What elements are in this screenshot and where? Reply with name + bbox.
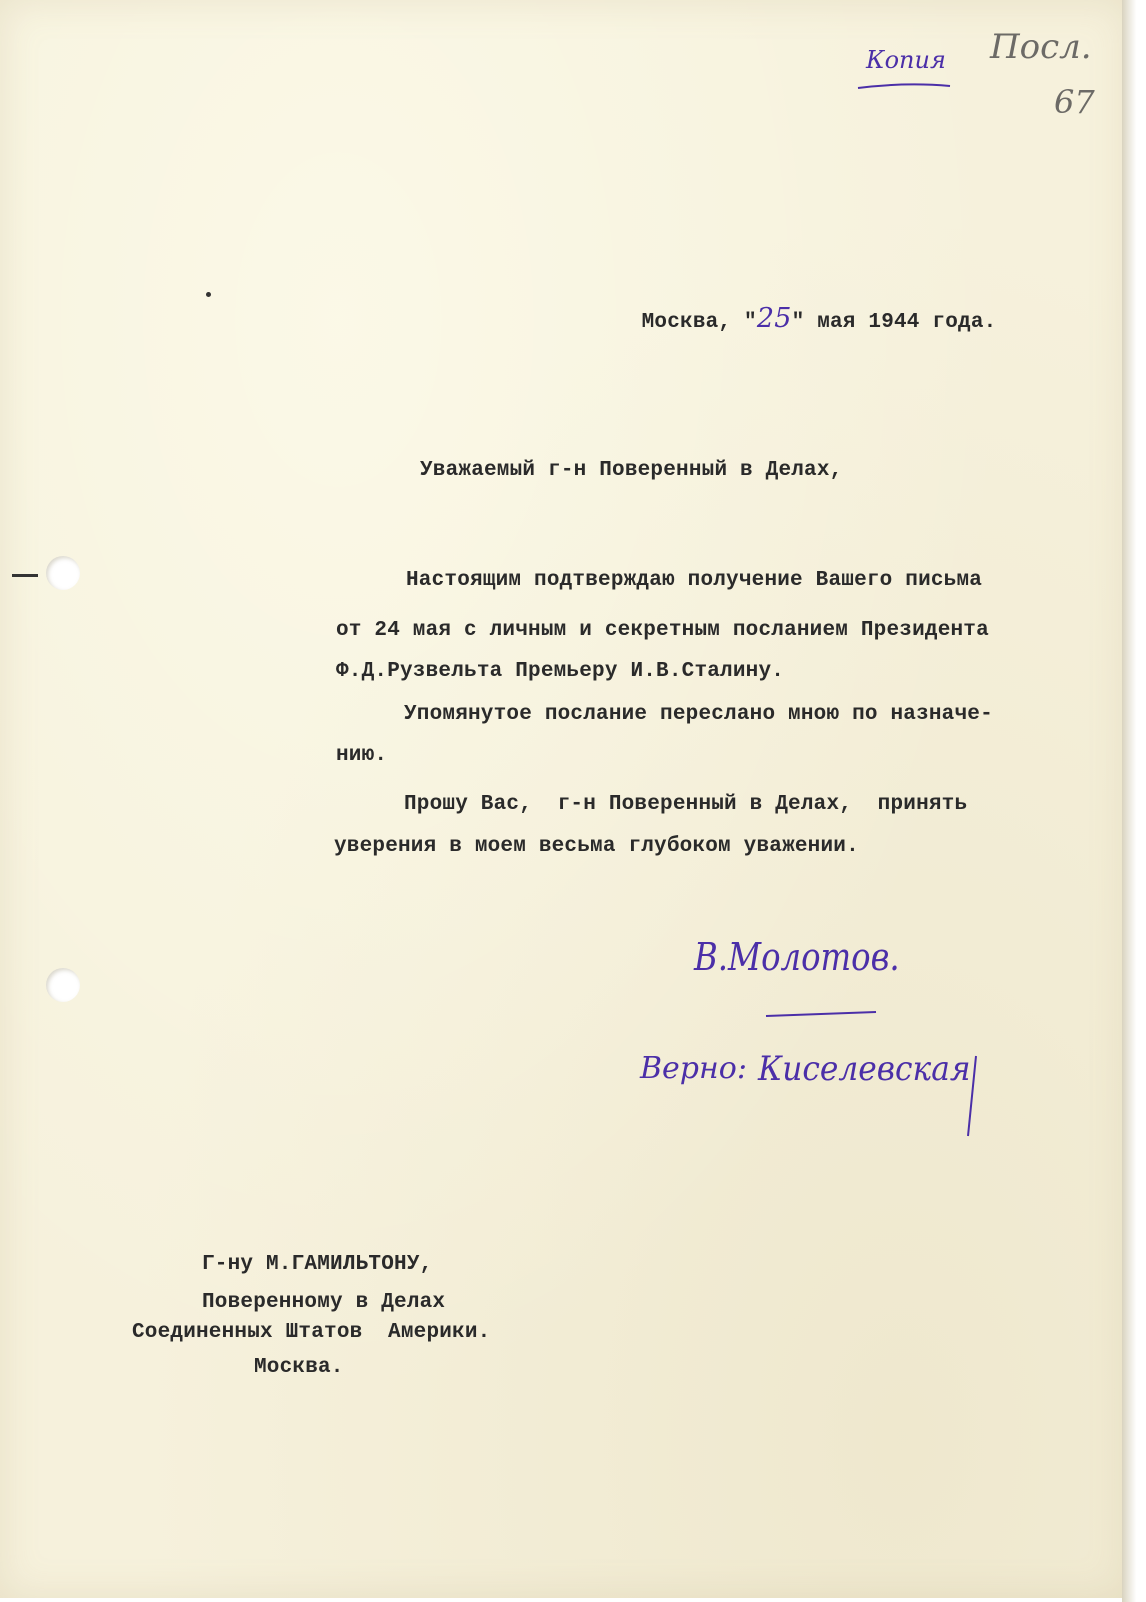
date-suffix: " мая 1944 года. xyxy=(791,311,997,334)
certified-signature-strokes xyxy=(752,1008,992,1128)
body-line-6: Прошу Вас, г-н Поверенный в Делах, принять xyxy=(404,793,968,816)
addressee-line-3: Соединенных Штатов Америки. xyxy=(132,1321,491,1344)
document-number: 67 xyxy=(1054,83,1095,121)
molotov-signature: В.Молотов. xyxy=(694,935,900,979)
salutation: Уважаемый г-н Поверенный в Делах, xyxy=(420,459,843,482)
punch-hole-upper xyxy=(46,556,80,590)
page-edge xyxy=(1122,0,1146,1602)
body-line-5: нию. xyxy=(336,744,388,767)
date-line xyxy=(616,284,996,333)
certified-label: Верно: xyxy=(640,1051,747,1086)
punch-hole-lower xyxy=(46,968,80,1002)
body-line-4: Упомянутое послание переслано мною по назначе- xyxy=(404,703,993,726)
body-line-1: Настоящим подтверждаю получение Вашего письма xyxy=(406,569,983,592)
addressee-line-2: Поверенному в Делах xyxy=(202,1291,446,1314)
addressee-line-4: Москва. xyxy=(254,1356,344,1379)
date-day: 25 xyxy=(756,303,792,334)
addressee-line-1: Г-ну М.ГАМИЛЬТОНУ, xyxy=(202,1253,433,1276)
body-line-3: Ф.Д.Рузвельта Премьеру И.В.Сталину. xyxy=(336,660,785,683)
date-prefix: Москва, " xyxy=(641,311,757,334)
body-line-2: от 24 мая с личным и секретным посланием Президента xyxy=(336,619,989,642)
margin-dash xyxy=(12,574,38,577)
posl-mark: Посл. xyxy=(990,27,1092,67)
margin-dot xyxy=(206,292,211,297)
kopia-stamp: Копия xyxy=(866,46,946,74)
kopia-underline xyxy=(856,80,956,92)
certified-signature: Киселевская xyxy=(758,1049,971,1089)
body-line-7: уверения в моем весьма глубоком уважении. xyxy=(334,835,859,858)
